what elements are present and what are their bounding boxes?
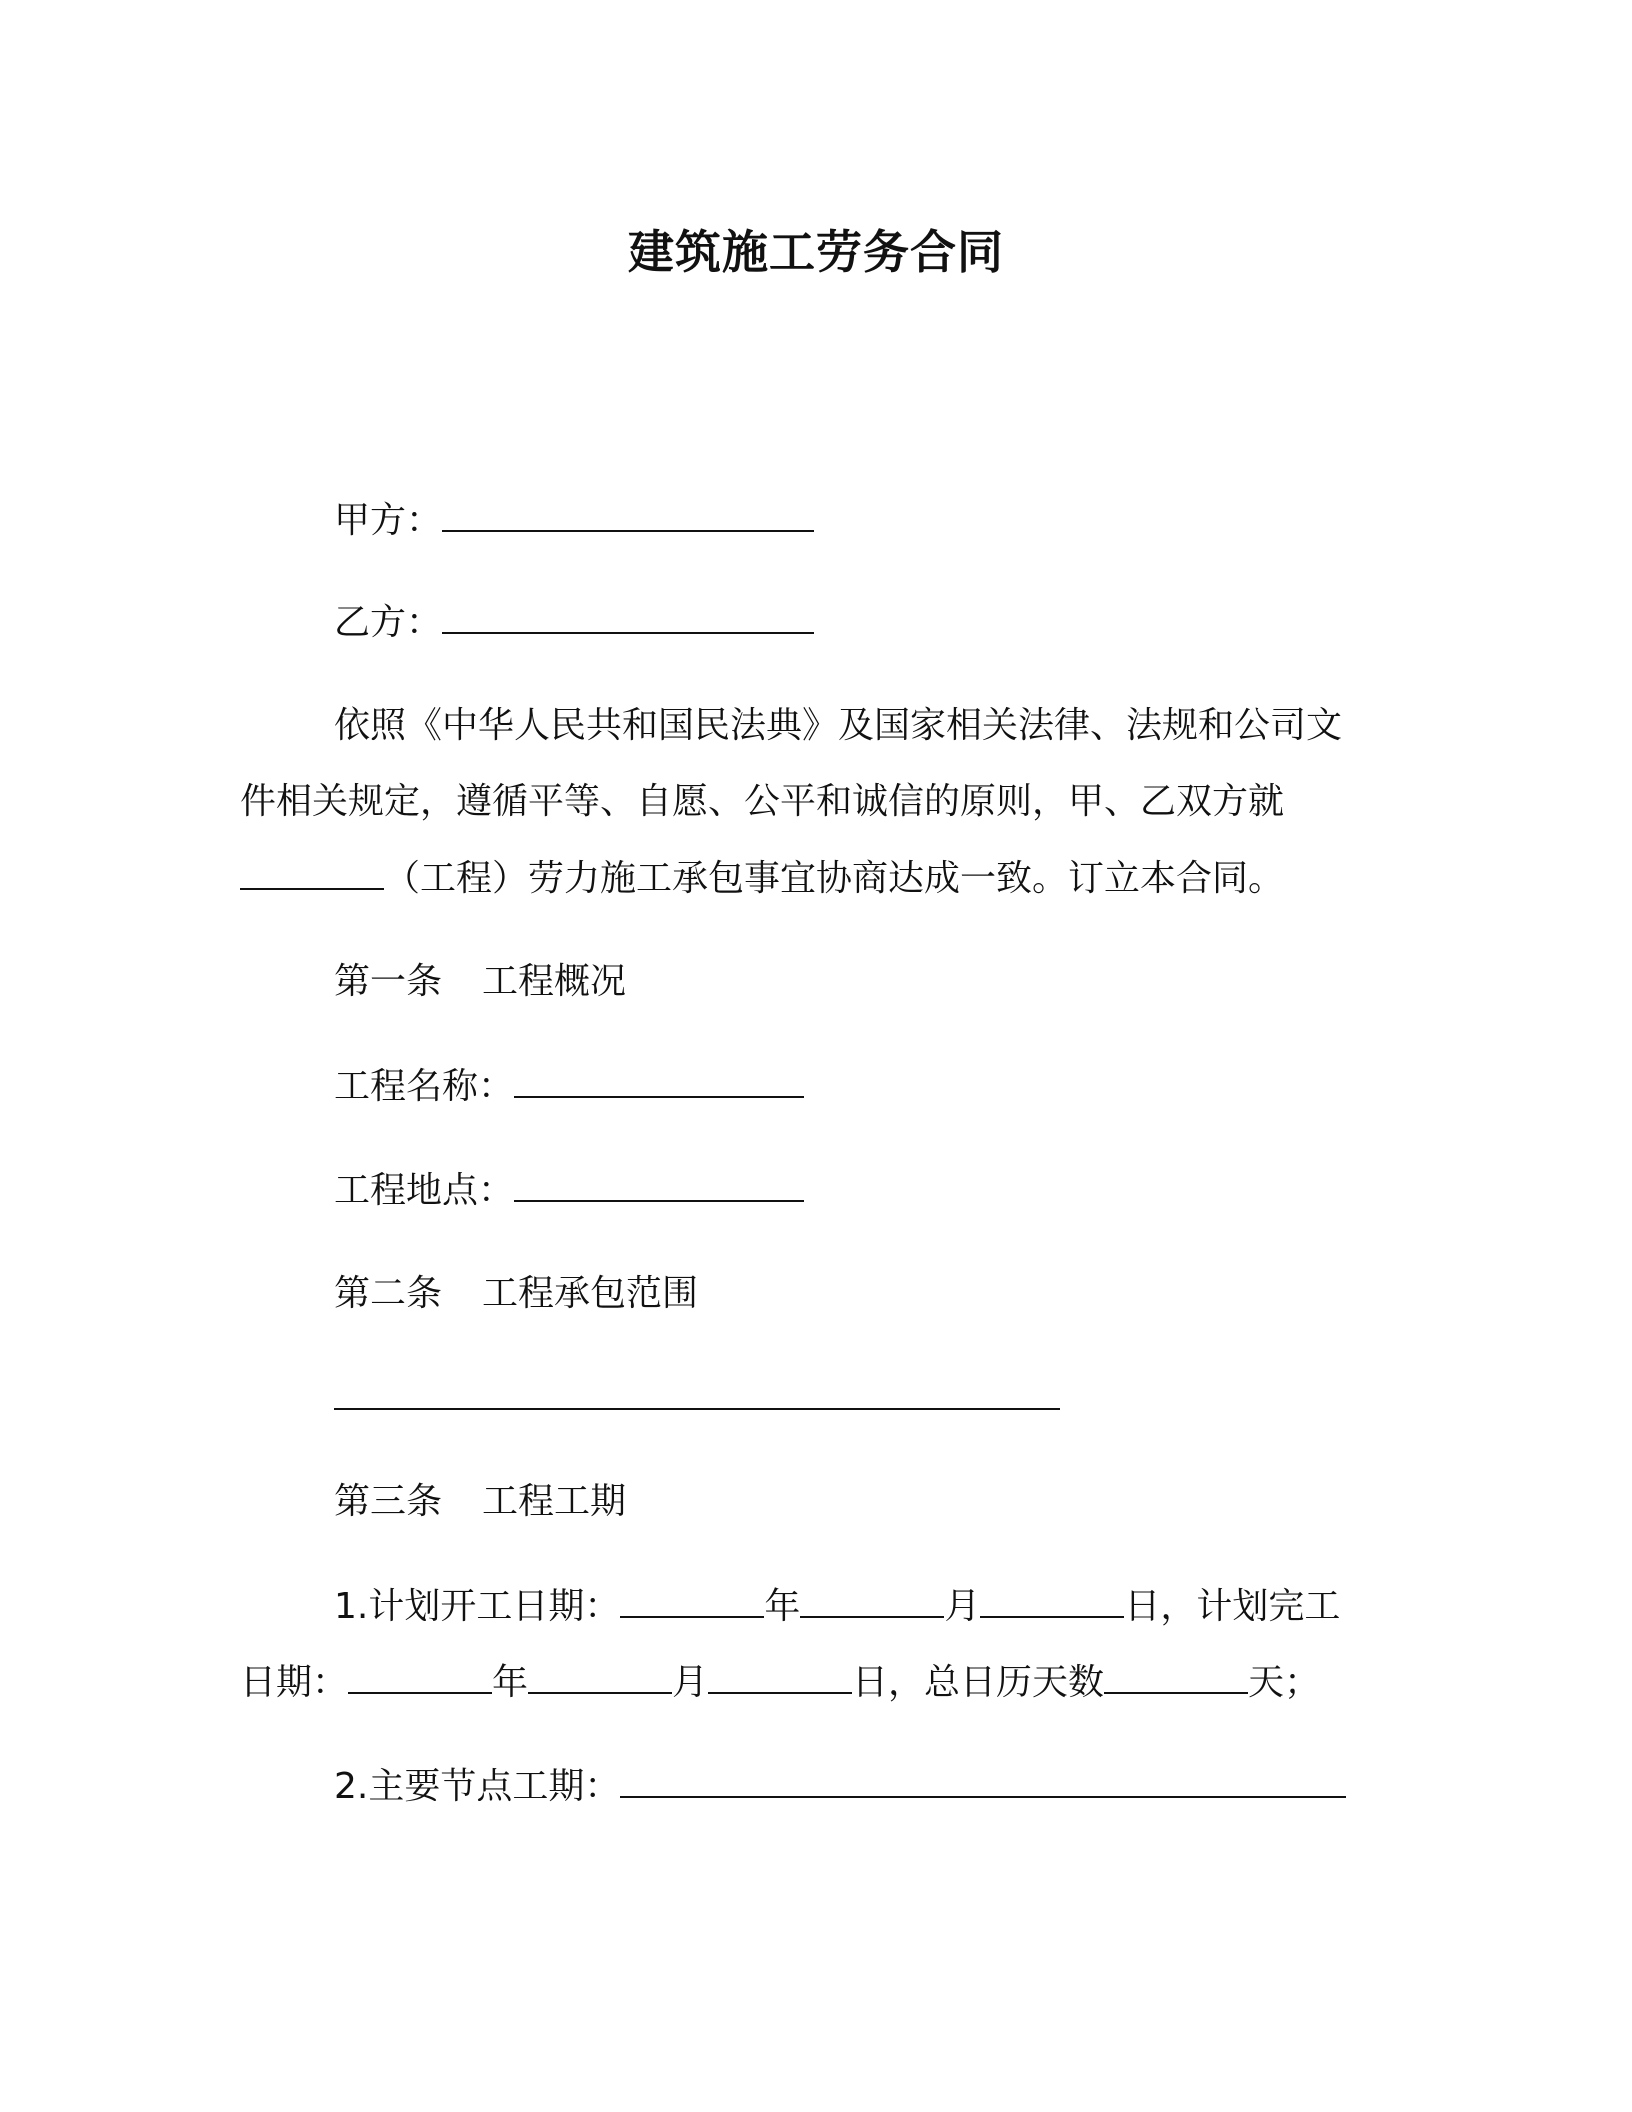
days-suffix: 天； xyxy=(1248,1662,1321,1703)
start-month-blank[interactable] xyxy=(800,1582,944,1618)
party-b-label: 乙方： xyxy=(334,602,443,643)
intro-line-2: 件相关规定，遵循平等、自愿、公平和诚信的原则，甲、乙双方就 xyxy=(240,781,1285,822)
end-month-unit: 月 xyxy=(672,1662,709,1703)
party-a-blank[interactable] xyxy=(442,496,814,532)
intro-line-3-text: （工程）劳力施工承包事宜协商达成一致。订立本合同。 xyxy=(384,858,1285,899)
project-name-blank[interactable] xyxy=(514,1062,804,1098)
scope-blank[interactable] xyxy=(334,1374,1060,1410)
party-a-line xyxy=(334,496,814,545)
project-blank[interactable] xyxy=(240,854,384,890)
party-a-label: 甲方： xyxy=(334,500,443,541)
party-b-blank[interactable] xyxy=(442,598,814,634)
start-year-unit: 年 xyxy=(764,1586,801,1627)
project-location-blank[interactable] xyxy=(514,1166,804,1202)
start-date-label: 1.计划开工日期： xyxy=(334,1586,621,1627)
end-date-intro: 日，计划完工 xyxy=(1124,1586,1341,1627)
end-day-blank[interactable] xyxy=(708,1658,852,1694)
party-b-line xyxy=(334,598,814,647)
start-month-unit: 月 xyxy=(944,1586,981,1627)
intro-line-3 xyxy=(240,854,1284,903)
document-title: 建筑施工劳务合同 xyxy=(628,225,1004,279)
end-year-unit: 年 xyxy=(492,1662,529,1703)
schedule-line-2 xyxy=(240,1658,1320,1707)
article-3-title: 工程工期 xyxy=(482,1481,627,1522)
total-days-label: 日，总日历天数 xyxy=(852,1662,1105,1703)
article-2-number: 第二条 xyxy=(334,1273,443,1314)
project-location-line xyxy=(334,1166,804,1215)
end-month-blank[interactable] xyxy=(528,1658,672,1694)
intro-line-1: 依照《中华人民共和国民法典》及国家相关法律、法规和公司文 xyxy=(334,705,1343,746)
project-location-label: 工程地点： xyxy=(334,1170,515,1211)
article-2-heading xyxy=(334,1270,698,1318)
schedule-line-1 xyxy=(334,1582,1340,1631)
end-year-blank[interactable] xyxy=(348,1658,492,1694)
article-3-number: 第三条 xyxy=(334,1481,443,1522)
article-3-heading xyxy=(334,1478,626,1526)
milestone-line xyxy=(334,1762,1346,1811)
article-1-number: 第一条 xyxy=(334,961,443,1002)
article-1-heading xyxy=(334,958,626,1006)
start-day-blank[interactable] xyxy=(980,1582,1124,1618)
end-date-label: 日期： xyxy=(240,1662,349,1703)
project-name-label: 工程名称： xyxy=(334,1066,515,1107)
total-days-blank[interactable] xyxy=(1104,1658,1248,1694)
milestone-blank[interactable] xyxy=(620,1762,1346,1798)
project-name-line xyxy=(334,1062,804,1111)
milestone-label: 2.主要节点工期： xyxy=(334,1766,621,1807)
article-1-title: 工程概况 xyxy=(482,961,627,1002)
article-2-title: 工程承包范围 xyxy=(482,1273,699,1314)
scope-line xyxy=(334,1374,1060,1423)
start-year-blank[interactable] xyxy=(620,1582,764,1618)
